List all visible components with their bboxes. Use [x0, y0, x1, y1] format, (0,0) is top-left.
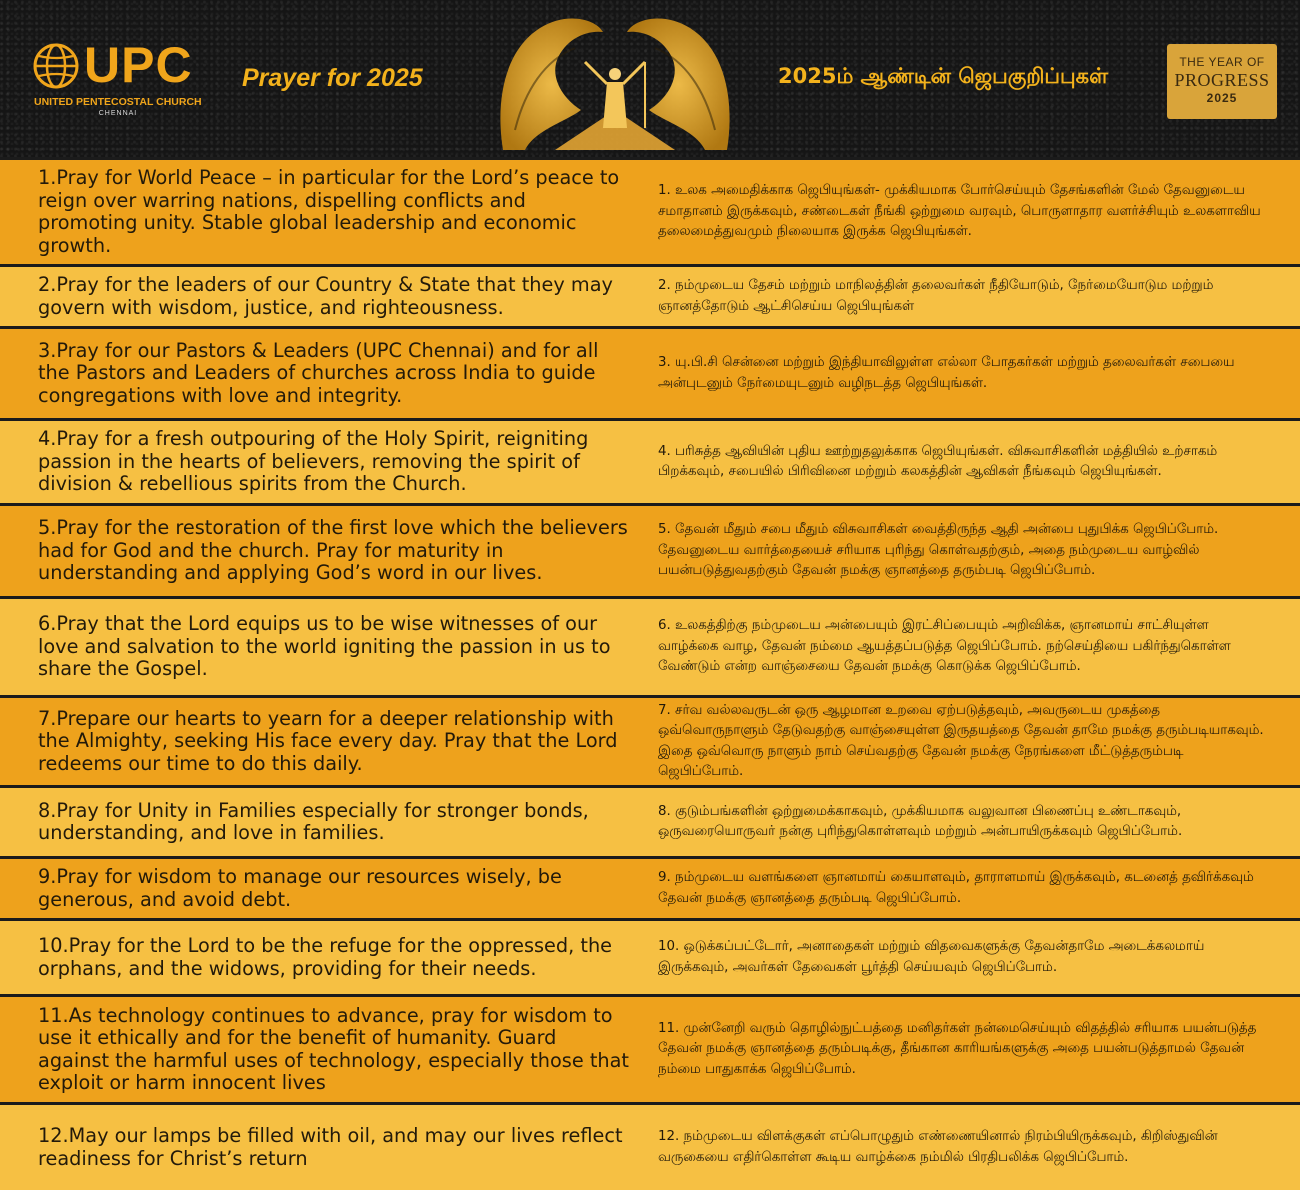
prayer-english [0, 698, 640, 785]
prayer-english [0, 506, 640, 596]
prayer-row [0, 856, 1300, 918]
prayer-tamil [640, 859, 1300, 918]
prayer-tamil-text: 1. உலக அமைதிக்காக ஜெபியுங்கள்- முக்கியமாக போர்செய்யும் தேசங்களின் மேல் தேவனுடைய சமாதானம் இருக்கவும், சண்டைகள் நீங்கி ஒற்றுமை வரவும், பொருளாதார வளர்ச்சியும் உலகளாவிய தலைமைத்துவமும் நிலையாக இருக்க ஜெபியுங்கள். [658, 183, 1261, 240]
prayer-tamil [640, 921, 1300, 994]
prayer-row [0, 264, 1300, 326]
prayer-tamil-text: 12. நம்முடைய விளக்குகள் எப்பொழுதும் எண்ணையினால் நிரம்பியிருக்கவும், கிறிஸ்துவின் வருகையை எதிர்கொள்ள கூடிய வாழ்க்கை நம்மில் பிரதிபலிக்க ஜெபிப்போம். [658, 1129, 1218, 1165]
prayer-tamil-text: 11. முன்னேறி வரும் தொழில்நுட்பத்தை மனிதர்கள் நன்மைசெய்யும் விதத்தில் சரியாக பயன்படுத்த தேவன் நமக்கு ஞானத்தை தரும்படிக்கு, தீங்கான காரியங்களுக்கு அதை பயன்படுத்தாமல் தேவன் நம்மை பாதுகாக்க ஜெபிப்போம். [658, 1020, 1257, 1077]
prayer-tamil [640, 267, 1300, 326]
prayer-english-text: 7.Prepare our hearts to yearn for a deeper relationship with the Almighty, seeking His face every day. Pray that the Lord redeems our time to do this daily. [38, 706, 618, 775]
prayer-tamil-text: 10. ஒடுக்கப்பட்டோர், அனாதைகள் மற்றும் விதவைகளுக்கு தேவன்தாமே அடைக்கலமாய் இருக்கவும், அவர்கள் தேவைகள் பூர்த்தி செய்யவும் ஜெபிப்போம். [658, 939, 1205, 975]
page-title-tamil: 2025ம் ஆண்டின் ஜெபகுறிப்புகள் [778, 64, 1109, 88]
prayer-english-text: 9.Pray for wisdom to manage our resources wisely, be generous, and avoid debt. [38, 865, 562, 911]
logo-text: UPC [84, 37, 193, 93]
prayer-tamil-text: 3. யு.பி.சி சென்னை மற்றும் இந்தியாவிலுள்ள எல்லா போதகர்கள் மற்றும் தலைவர்கள் சபையை அன்புடனும் நேர்மையுடனும் வழிநடத்த ஜெபியுங்கள். [658, 355, 1235, 391]
prayer-row [0, 326, 1300, 418]
prayer-tamil [640, 599, 1300, 695]
prayer-tamil [640, 329, 1300, 418]
prayer-english [0, 1105, 640, 1190]
prayer-english [0, 859, 640, 918]
prayer-tamil [640, 997, 1300, 1102]
prayer-tamil-text: 2. நம்முடைய தேசம் மற்றும் மாநிலத்தின் தலைவர்கள் நீதியோடும், நேர்மையோடும மற்றும் ஞானத்தோடும் ஆட்சிசெய்ய ஜெபியுங்கள் [658, 278, 1214, 314]
prayer-english [0, 599, 640, 695]
prayer-english-text: 10.Pray for the Lord to be the refuge for the oppressed, the orphans, and the widows, providing for their needs. [38, 934, 613, 980]
prayer-english-text: 1.Pray for World Peace – in particular for the Lord’s peace to reign over warring nations, dispelling conflicts and promoting unity. Stable global leadership and economic growth. [38, 166, 620, 257]
upc-logo [32, 37, 212, 122]
logo-subtitle: UNITED PENTECOSTAL CHURCH [34, 96, 202, 108]
prayer-row [0, 596, 1300, 695]
badge-line-1: THE YEAR OF [1179, 55, 1265, 69]
prayer-english [0, 267, 640, 326]
prayer-tamil-text: 5. தேவன் மீதும் சபை மீதும் விசுவாசிகள் வைத்திருந்த ஆதி அன்பை புதுபிக்க ஜெபிப்போம். தேவனுடைய வார்த்தையைச் சரியாக புரிந்து கொள்வதற்கும், அதை நம்முடைய வாழ்வில் பயன்படுத்துவதற்கும் தேவன் நமக்கு ஞானத்தை தரும்படி ஜெபிப்போம். [658, 522, 1219, 579]
globe-icon [32, 42, 80, 90]
prayer-tamil [640, 421, 1300, 503]
prayer-tamil [640, 160, 1300, 264]
prayer-english-text: 5.Pray for the restoration of the first love which the believers had for God and the church. Pray for maturity in understanding and applying God’s word in our lives. [38, 516, 628, 585]
prayer-english-text: 6.Pray that the Lord equips us to be wise witnesses of our love and salvation to the world igniting the passion in us to share the Gospel. [38, 612, 611, 681]
prayer-english [0, 160, 640, 264]
prayer-tamil [640, 698, 1300, 785]
prayer-tamil [640, 1105, 1300, 1190]
prayer-row [0, 785, 1300, 856]
prayer-tamil-text: 9. நம்முடைய வளங்களை ஞானமாய் கையாளவும், தாராளமாய் இருக்கவும், கடனைத் தவிர்க்கவும் தேவன் நமக்கு ஞானத்தை தரும்படி ஜெபிப்போம். [658, 870, 1254, 906]
page-title-english: Prayer for 2025 [242, 64, 423, 92]
badge-line-2: PROGRESS [1174, 70, 1270, 90]
prayer-english-text: 3.Pray for our Pastors & Leaders (UPC Chennai) and for all the Pastors and Leaders of churches across India to guide congregations with love and integrity. [38, 338, 599, 407]
prayer-english-text: 4.Pray for a fresh outpouring of the Holy Spirit, reigniting passion in the hearts of believers, removing the spirit of division & rebellious spirits from the Church. [38, 427, 589, 496]
prayer-tamil-text: 8. குடும்பங்களின் ஒற்றுமைக்காகவும், முக்கியமாக வலுவான பிணைப்பு உண்டாகவும், ஒருவரையொருவர் நன்கு புரிந்துகொள்ளவும் மற்றும் அன்பாயிருக்கவும் ஜெபிப்போம். [658, 803, 1183, 839]
prayer-english-text: 11.As technology continues to advance, pray for wisdom to use it ethically and for the benefit of humanity. Guard against the harmful uses of technology, especially those that exploit or harm innocent lives [38, 1003, 629, 1094]
prayer-row [0, 418, 1300, 503]
header-banner [0, 0, 1300, 157]
prayer-row [0, 918, 1300, 994]
prayer-row [0, 1102, 1300, 1190]
prayer-row [0, 503, 1300, 596]
badge-line-3: 2025 [1206, 91, 1238, 105]
prayer-list [0, 157, 1300, 1190]
praying-figure-with-waves-icon [495, 10, 735, 155]
prayer-english-text: 8.Pray for Unity in Families especially for stronger bonds, understanding, and love in families. [38, 798, 589, 844]
prayer-english [0, 421, 640, 503]
prayer-tamil-text: 7. சர்வ வல்லவருடன் ஒரு ஆழமான உறவை ஏற்படுத்தவும், அவருடைய முகத்தை ஒவ்வொருநாளும் தேடுவதற்கு வாஞ்சையுள்ள இருதயத்தை தேவன் தாமே நமக்கு தரும்படியாகவும். இதை ஒவ்வொரு நாளும் நாம் செய்வதற்கு தேவன் நமக்கு நேரங்களை மீட்டுத்தரும்படி ஜெபிப்போம். [658, 702, 1264, 779]
prayer-tamil-text: 6. உலகத்திற்கு நம்முடைய அன்பையும் இரட்சிப்பையும் அறிவிக்க, ஞானமாய் சாட்சியுள்ள வாழ்க்கை வாழ, தேவன் நம்மை ஆயத்தப்படுத்த ஜெபிப்போம். நற்செய்தியை பகிர்ந்துகொள்ள வேண்டும் என்ற வாஞ்சையை தேவன் நமக்கு கொடுக்க ஜெபிப்போம். [658, 618, 1231, 675]
prayer-tamil-text: 4. பரிசுத்த ஆவியின் புதிய ஊற்றுதலுக்காக ஜெபியுங்கள். விசுவாசிகளின் மத்தியில் உற்சாகம் பிறக்கவும், சபையில் பிரிவினை மற்றும் கலகத்தின் ஆவிகள் நீங்கவும் ஜெபியுங்கள். [658, 443, 1218, 479]
prayer-english-text: 12.May our lamps be filled with oil, and may our lives reflect readiness for Christ’s return [38, 1124, 623, 1170]
prayer-english [0, 788, 640, 856]
prayer-english [0, 997, 640, 1102]
prayer-tamil [640, 788, 1300, 856]
logo-city: CHENNAI [98, 110, 138, 117]
prayer-english-text: 2.Pray for the leaders of our Country & State that they may govern with wisdom, justice, and righteousness. [38, 273, 613, 319]
prayer-row [0, 695, 1300, 785]
prayer-row [0, 157, 1300, 264]
year-of-progress-badge [1167, 44, 1277, 119]
prayer-english [0, 921, 640, 994]
prayer-tamil [640, 506, 1300, 596]
prayer-english [0, 329, 640, 418]
prayer-row [0, 994, 1300, 1102]
